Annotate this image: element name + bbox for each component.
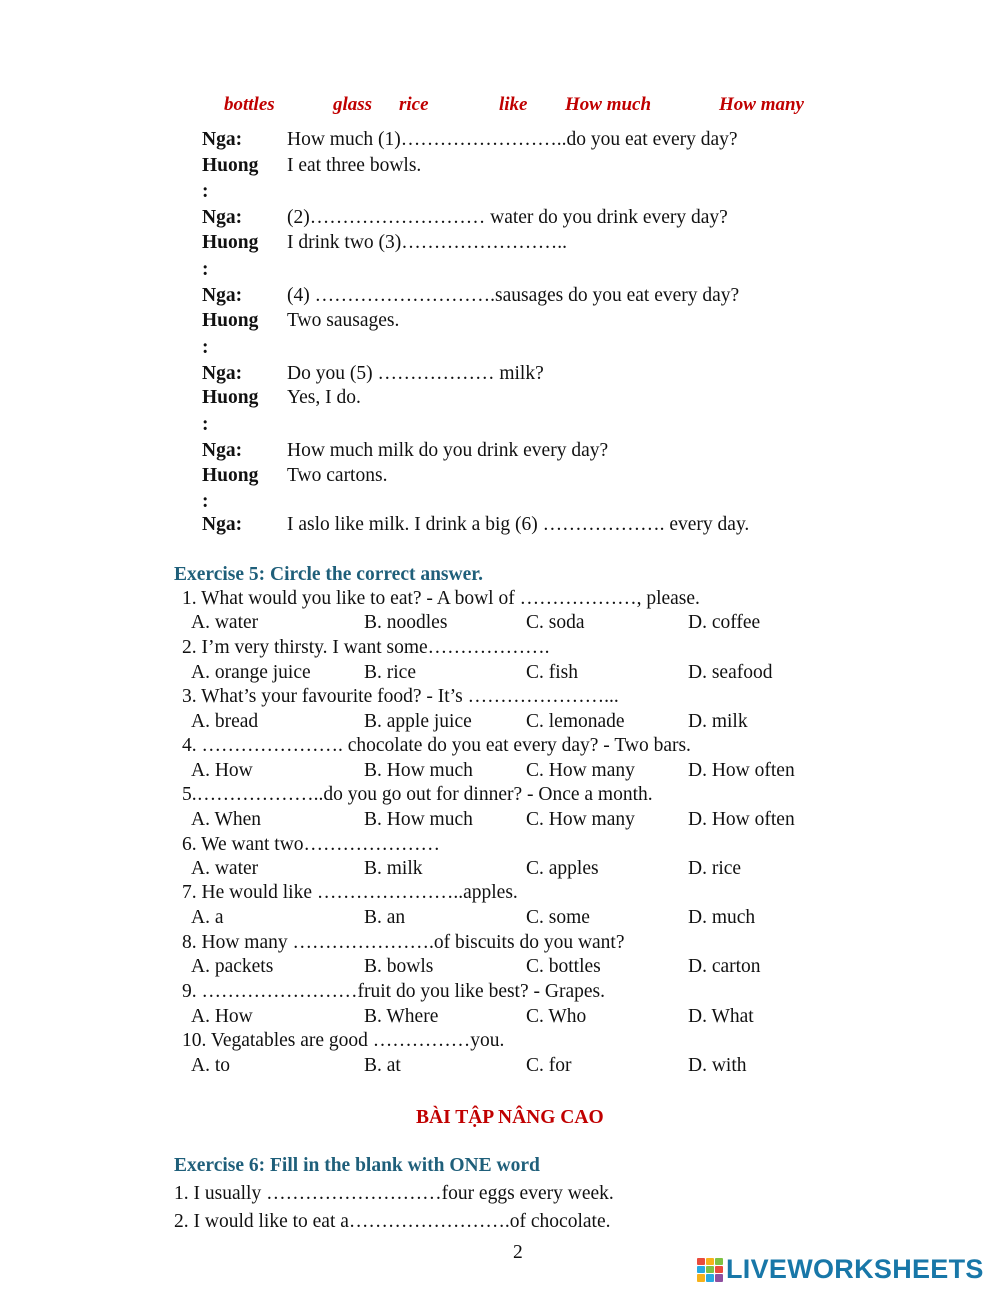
question-text: 9. ……………………fruit do you like best? - Grapes. <box>182 981 605 1002</box>
page-number: 2 <box>513 1242 523 1263</box>
exercise-title: Exercise 6: Fill in the blank with ONE word <box>174 1155 540 1176</box>
answer-option[interactable]: D. rice <box>688 858 742 879</box>
exercise-title: Exercise 5: Circle the correct answer. <box>174 564 484 585</box>
speaker-label: Nga: <box>202 514 243 535</box>
answer-option[interactable]: D. What <box>688 1006 754 1027</box>
speaker-colon: : <box>202 491 209 512</box>
dialogue-line: (2)……………………… water do you drink every day? <box>287 207 728 228</box>
question-text: 10. Vegatables are good ……………you. <box>182 1030 505 1051</box>
answer-option[interactable]: A. How <box>191 760 253 781</box>
question-text: 4. …………………. chocolate do you eat every day? - Two bars. <box>182 735 691 756</box>
answer-option[interactable]: C. How many <box>526 760 635 781</box>
speaker-label: Nga: <box>202 207 243 228</box>
speaker-colon: : <box>202 414 209 435</box>
answer-option[interactable]: C. soda <box>526 612 585 633</box>
answer-option[interactable]: D. How often <box>688 760 795 781</box>
answer-option[interactable]: D. How often <box>688 809 795 830</box>
speaker-label: Huong <box>202 310 259 331</box>
logo-text: LIVEWORKSHEETS <box>726 1254 984 1284</box>
answer-option[interactable]: D. carton <box>688 956 761 977</box>
answer-option[interactable]: B. How much <box>364 809 473 830</box>
answer-option[interactable]: C. fish <box>526 662 579 683</box>
question-text: 3. What’s your favourite food? - It’s …………………... <box>182 686 619 707</box>
answer-option[interactable]: D. much <box>688 907 756 928</box>
answer-option[interactable]: B. apple juice <box>364 711 472 732</box>
answer-option[interactable]: C. apples <box>526 858 599 879</box>
speaker-colon: : <box>202 259 209 280</box>
section-title: BÀI TẬP NÂNG CAO <box>416 1107 604 1128</box>
logo-grid-icon <box>697 1258 723 1282</box>
answer-option[interactable]: B. at <box>364 1055 401 1076</box>
answer-option[interactable]: B. an <box>364 907 406 928</box>
dialogue-line: I eat three bowls. <box>287 155 422 176</box>
dialogue-line: (4) ……………………….sausages do you eat every day? <box>287 285 740 306</box>
answer-option[interactable]: B. bowls <box>364 956 434 977</box>
speaker-label: Nga: <box>202 129 243 150</box>
speaker-label: Huong <box>202 465 259 486</box>
word-bank-item: How much <box>565 94 652 115</box>
answer-option[interactable]: A. orange juice <box>191 662 311 683</box>
answer-option[interactable]: D. coffee <box>688 612 761 633</box>
liveworksheets-logo <box>697 1254 984 1285</box>
dialogue-line: I aslo like milk. I drink a big (6) ………………. every day. <box>287 514 750 535</box>
question-text: 1. What would you like to eat? - A bowl of ………………, please. <box>182 588 700 609</box>
question-text: 8. How many ………………….of biscuits do you want? <box>182 932 625 953</box>
word-bank-item: glass <box>333 94 373 115</box>
answer-option[interactable]: A. to <box>191 1055 230 1076</box>
word-bank-item: How many <box>719 94 804 115</box>
answer-option[interactable]: B. noodles <box>364 612 448 633</box>
dialogue-line: Two cartons. <box>287 465 388 486</box>
answer-option[interactable]: B. Where <box>364 1006 439 1027</box>
answer-option[interactable]: A. When <box>191 809 262 830</box>
answer-option[interactable]: D. milk <box>688 711 748 732</box>
speaker-colon: : <box>202 181 209 202</box>
answer-option[interactable]: C. lemonade <box>526 711 625 732</box>
answer-option[interactable]: C. bottles <box>526 956 601 977</box>
answer-option[interactable]: D. with <box>688 1055 747 1076</box>
dialogue-line: Two sausages. <box>287 310 400 331</box>
answer-option[interactable]: A. a <box>191 907 224 928</box>
question-text: 5.………………..do you go out for dinner? - Once a month. <box>182 784 653 805</box>
answer-option[interactable]: A. packets <box>191 956 274 977</box>
answer-option[interactable]: C. Who <box>526 1006 587 1027</box>
dialogue-line: Yes, I do. <box>287 387 361 408</box>
word-bank-item: rice <box>399 94 429 115</box>
dialogue-line: How much milk do you drink every day? <box>287 440 609 461</box>
speaker-colon: : <box>202 337 209 358</box>
answer-option[interactable]: A. How <box>191 1006 253 1027</box>
answer-option[interactable]: D. seafood <box>688 662 773 683</box>
speaker-label: Nga: <box>202 440 243 461</box>
word-bank-item: like <box>499 94 528 115</box>
speaker-label: Nga: <box>202 285 243 306</box>
answer-option[interactable]: B. How much <box>364 760 473 781</box>
answer-option[interactable]: A. water <box>191 858 259 879</box>
answer-option[interactable]: B. rice <box>364 662 416 683</box>
speaker-label: Huong <box>202 232 259 253</box>
fill-blank-item: 1. I usually ………………………four eggs every week. <box>174 1183 614 1204</box>
speaker-label: Huong <box>202 155 259 176</box>
question-text: 7. He would like …………………..apples. <box>182 882 518 903</box>
speaker-label: Huong <box>202 387 259 408</box>
question-text: 6. We want two………………… <box>182 834 441 855</box>
answer-option[interactable]: A. bread <box>191 711 259 732</box>
dialogue-line: How much (1)……………………..do you eat every day? <box>287 129 738 150</box>
answer-option[interactable]: C. some <box>526 907 590 928</box>
fill-blank-item: 2. I would like to eat a…………………….of chocolate. <box>174 1211 611 1232</box>
answer-option[interactable]: B. milk <box>364 858 423 879</box>
answer-option[interactable]: A. water <box>191 612 259 633</box>
question-text: 2. I’m very thirsty. I want some………………. <box>182 637 550 658</box>
dialogue-line: Do you (5) ……………… milk? <box>287 363 544 384</box>
answer-option[interactable]: C. for <box>526 1055 572 1076</box>
speaker-label: Nga: <box>202 363 243 384</box>
answer-option[interactable]: C. How many <box>526 809 635 830</box>
word-bank-item: bottles <box>224 94 275 115</box>
dialogue-line: I drink two (3)…………………….. <box>287 232 568 253</box>
